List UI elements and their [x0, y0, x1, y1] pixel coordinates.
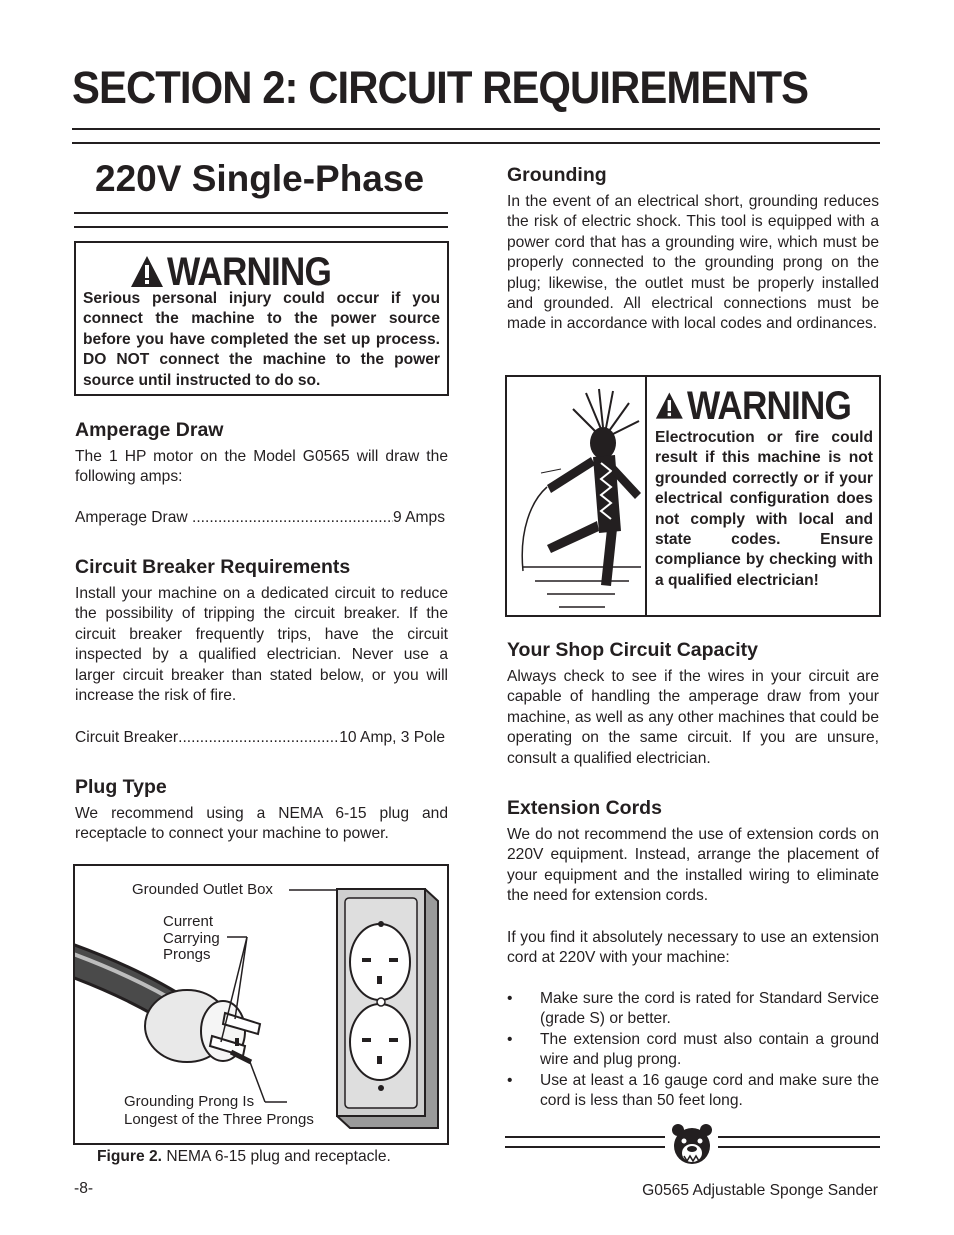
list-item: • The extension cord must also contain a ground wire and plug prong.: [507, 1030, 879, 1071]
subsection-title: 220V Single-Phase: [95, 158, 425, 199]
extension-text1: We do not recommend the use of extension cords on 220V equipment. Instead, arrange the placement of your equipment and the installed wiring to eliminate the need for extension cords.: [507, 826, 879, 905]
warning2-label: WARNING: [686, 383, 851, 428]
breaker-spec-value: 10 Amp, 3 Pole: [339, 729, 445, 746]
extension-text2: If you find it absolutely necessary to use an extension cord at 220V with your machine:: [507, 929, 879, 967]
warning-text: Serious personal injury could occur if you connect the machine to the power source before you have completed the set up process. DO NOT connect the machine to the power source until instructed to do so.: [83, 290, 440, 389]
footer-product: G0565 Adjustable Sponge Sander: [642, 1182, 878, 1199]
grounding-heading: Grounding: [507, 164, 607, 186]
breaker-heading: Circuit Breaker Requirements: [75, 556, 351, 578]
amperage-text: The 1 HP motor on the Model G0565 will draw the following amps:: [75, 448, 448, 486]
subsection-rule-bottom: [74, 226, 448, 228]
warning-box-electrocution: [505, 375, 881, 617]
amperage-spec: [75, 508, 445, 528]
warning-label: WARNING: [166, 249, 331, 294]
figure-caption: Figure 2. NEMA 6-15 plug and receptacle.: [97, 1148, 391, 1165]
section-title: SECTION 2: CIRCUIT REQUIREMENTS: [72, 62, 809, 113]
warning-triangle-icon: [655, 389, 684, 423]
plug-heading: Plug Type: [75, 776, 167, 798]
warning-box-setup: [74, 241, 449, 396]
plug-text: We recommend using a NEMA 6-15 plug and receptacle to connect your machine to power.: [75, 805, 448, 843]
electrocuted-figure-illustration: [511, 381, 641, 611]
subsection-rule-top: [74, 212, 448, 214]
warning-triangle-icon: [130, 255, 164, 289]
warning-divider: [645, 377, 647, 615]
amperage-heading: Amperage Draw: [75, 419, 224, 441]
capacity-text: Always check to see if the wires in your circuit are capable of handling the amperage draw from your machine, as well as any other machines that could be operating on the same circuit. If you are unsure, consult a qualified electrician.: [507, 668, 879, 767]
breaker-text: Install your machine on a dedicated circuit to reduce the possibility of tripping the circuit breaker. If the circuit breaker frequently trips, have the circuit inspected by a qualified electrician. Never use a larger circuit breaker than stated below, or you will increase the risk of fire.: [75, 585, 448, 705]
grounding-text: In the event of an electrical short, grounding reduces the risk of electric shock. This tool is equipped with a power cord that has a grounding wire, which must be properly connected to the grounding prong on the plug; likewise, the outlet must be properly installed and grounded. All electrical connections must be made in accordance with local codes and ordinances.: [507, 193, 879, 333]
bear-logo-icon: [670, 1122, 714, 1166]
logo-rule-left-bottom: [505, 1146, 665, 1148]
warning2-content: [655, 383, 873, 591]
label-current-prongs: Current Carrying Prongs: [163, 913, 220, 963]
logo-rule-left-top: [505, 1136, 665, 1138]
warning2-text: Electrocution or fire could result if this machine is not grounded correctly or if your electrical configuration does not comply with local and state codes. Ensure compliance by checking with a qualified electrician!: [655, 429, 873, 589]
extension-bullets: [507, 989, 879, 1111]
logo-rule-right-top: [718, 1136, 880, 1138]
figure-plug-receptacle: [73, 864, 449, 1145]
header-rule-bottom: [72, 142, 880, 144]
list-item: • Use at least a 16 gauge cord and make sure the cord is less than 50 feet long.: [507, 1071, 879, 1112]
capacity-heading: Your Shop Circuit Capacity: [507, 639, 759, 661]
breaker-spec-label: Circuit Breaker: [75, 729, 179, 746]
page-number: -8-: [74, 1180, 94, 1197]
list-item: • Make sure the cord is rated for Standard Service (grade S) or better.: [507, 989, 879, 1030]
amperage-spec-value: 9 Amps: [392, 509, 445, 526]
warning-header: [43, 251, 440, 293]
extension-heading: Extension Cords: [507, 797, 662, 819]
warning2-header: [655, 383, 873, 429]
label-grounding-prong: Grounding Prong Is Longest of the Three Prongs: [124, 1093, 314, 1128]
header-rule-top: [72, 128, 880, 130]
logo-rule-right-bottom: [718, 1146, 880, 1148]
label-outlet-box: Grounded Outlet Box: [132, 881, 273, 898]
amperage-spec-label: Amperage Draw: [75, 509, 188, 526]
breaker-spec: [75, 728, 445, 748]
